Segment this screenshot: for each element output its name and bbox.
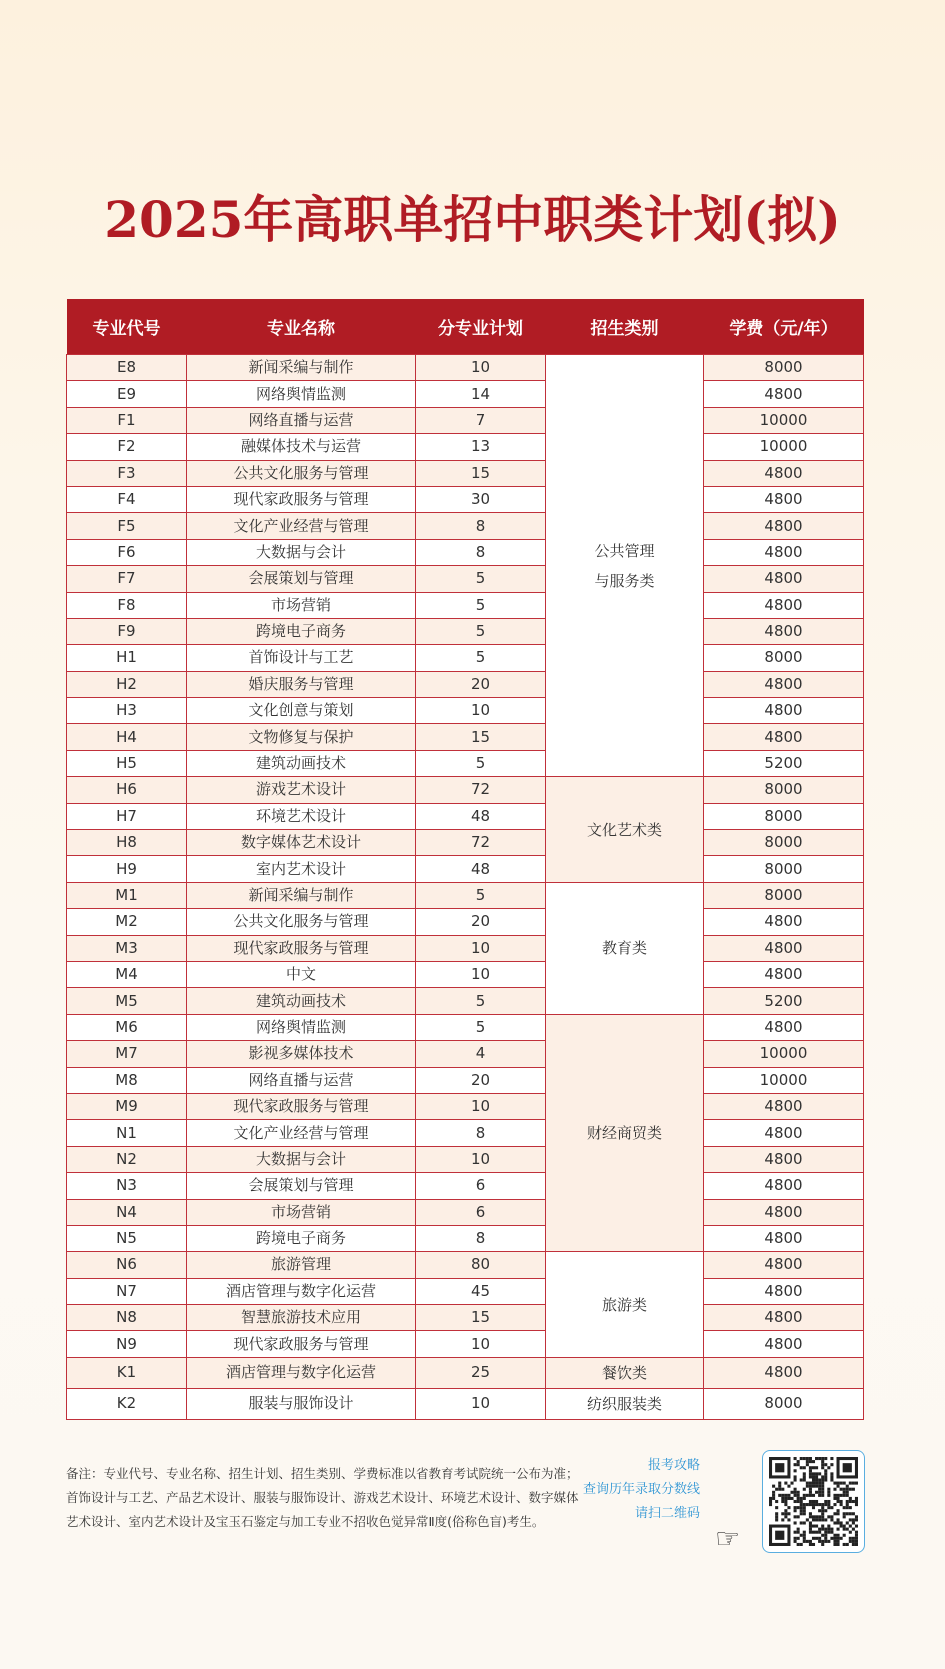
major-plan: 30 [416,486,546,512]
major-plan: 13 [416,434,546,460]
major-code: M2 [67,909,187,935]
major-name: 网络直播与运营 [187,407,416,433]
table-row [67,724,864,750]
major-plan: 5 [416,566,546,592]
major-code: N5 [67,1225,187,1251]
major-code: M5 [67,988,187,1014]
major-name: 建筑动画技术 [187,988,416,1014]
major-code: K1 [67,1357,187,1388]
tuition-fee: 4800 [704,1278,864,1304]
table-row [67,1357,864,1388]
pointing-hand-icon: ☞ [715,1522,741,1555]
tuition-fee: 4800 [704,1331,864,1357]
major-plan: 20 [416,671,546,697]
tuition-fee: 4800 [704,1146,864,1172]
page-title: 2025年高职单招中职类计划(拟) [104,190,841,249]
table-row [67,1067,864,1093]
major-plan: 10 [416,698,546,724]
major-code: M8 [67,1067,187,1093]
table-row [67,1014,864,1040]
major-code: F3 [67,460,187,486]
major-plan: 10 [416,355,546,381]
tuition-fee: 8000 [704,882,864,908]
table-row [67,1199,864,1225]
tuition-fee: 4800 [704,935,864,961]
major-plan: 8 [416,513,546,539]
major-plan: 25 [416,1357,546,1388]
major-code: F9 [67,618,187,644]
table-row [67,830,864,856]
enrollment-category: 公共管理 与服务类 [546,355,704,777]
tuition-fee: 4800 [704,1225,864,1251]
major-code: N4 [67,1199,187,1225]
major-name: 文化创意与策划 [187,698,416,724]
major-name: 影视多媒体技术 [187,1041,416,1067]
tuition-fee: 4800 [704,513,864,539]
major-code: N1 [67,1120,187,1146]
major-name: 新闻采编与制作 [187,355,416,381]
table-row [67,1041,864,1067]
major-code: F5 [67,513,187,539]
major-plan: 20 [416,1067,546,1093]
major-name: 网络直播与运营 [187,1067,416,1093]
table-row [67,566,864,592]
major-code: F4 [67,486,187,512]
table-row [67,1120,864,1146]
tuition-fee: 4800 [704,381,864,407]
scan-prompt [583,1454,700,1526]
tuition-fee: 8000 [704,856,864,882]
major-name: 公共文化服务与管理 [187,460,416,486]
major-plan: 8 [416,539,546,565]
header-fee: 学费（元/年） [704,299,864,355]
major-name: 数字媒体艺术设计 [187,830,416,856]
major-name: 酒店管理与数字化运营 [187,1278,416,1304]
tuition-fee: 4800 [704,566,864,592]
major-code: F2 [67,434,187,460]
major-code: F6 [67,539,187,565]
table-row [67,856,864,882]
major-code: K2 [67,1388,187,1419]
major-plan: 10 [416,961,546,987]
major-name: 市场营销 [187,1199,416,1225]
major-plan: 5 [416,988,546,1014]
major-code: M3 [67,935,187,961]
tuition-fee: 4800 [704,486,864,512]
major-name: 网络舆情监测 [187,1014,416,1040]
tuition-fee: 10000 [704,1067,864,1093]
qr-code[interactable] [762,1450,865,1553]
major-plan: 48 [416,803,546,829]
table-row [67,645,864,671]
table-row [67,777,864,803]
major-code: H2 [67,671,187,697]
tuition-fee: 4800 [704,909,864,935]
major-plan: 5 [416,618,546,644]
tuition-fee: 4800 [704,539,864,565]
header-plan: 分专业计划 [416,299,546,355]
tuition-fee: 4800 [704,592,864,618]
major-code: N2 [67,1146,187,1172]
table-row [67,618,864,644]
note-line: 备注：专业代号、专业名称、招生计划、招生类别、学费标准以省教育考试院统一公布为准； [66,1466,579,1481]
major-name: 婚庆服务与管理 [187,671,416,697]
major-plan: 72 [416,830,546,856]
table-row [67,486,864,512]
scan-line: 请扫二维码 [634,1506,700,1521]
table-row [67,381,864,407]
tuition-fee: 8000 [704,645,864,671]
table-row [67,909,864,935]
major-code: H5 [67,750,187,776]
major-plan: 5 [416,592,546,618]
tuition-fee: 4800 [704,724,864,750]
major-name: 融媒体技术与运营 [187,434,416,460]
major-plan: 10 [416,1388,546,1419]
major-code: H4 [67,724,187,750]
major-name: 现代家政服务与管理 [187,1331,416,1357]
major-code: E8 [67,355,187,381]
major-code: M6 [67,1014,187,1040]
major-name: 智慧旅游技术应用 [187,1305,416,1331]
major-plan: 6 [416,1173,546,1199]
major-code: H8 [67,830,187,856]
major-plan: 15 [416,1305,546,1331]
tuition-fee: 5200 [704,750,864,776]
major-plan: 10 [416,1146,546,1172]
major-name: 服装与服饰设计 [187,1388,416,1419]
major-name: 旅游管理 [187,1252,416,1278]
tuition-fee: 4800 [704,1120,864,1146]
tuition-fee: 8000 [704,803,864,829]
major-code: N8 [67,1305,187,1331]
major-code: M7 [67,1041,187,1067]
table-row [67,988,864,1014]
major-code: N7 [67,1278,187,1304]
tuition-fee: 5200 [704,988,864,1014]
major-plan: 10 [416,1331,546,1357]
table-row [67,355,864,381]
table-row [67,1305,864,1331]
major-name: 网络舆情监测 [187,381,416,407]
major-plan: 10 [416,1093,546,1119]
major-code: H3 [67,698,187,724]
major-plan: 7 [416,407,546,433]
tuition-fee: 4800 [704,1173,864,1199]
major-plan: 5 [416,750,546,776]
scan-line: 查询历年录取分数线 [582,1482,700,1497]
major-plan: 10 [416,935,546,961]
table-row [67,882,864,908]
table-row [67,434,864,460]
note-line: 艺术设计、室内艺术设计及宝玉石鉴定与加工专业不招收色觉异常Ⅱ度(俗称色盲)考生。 [66,1514,545,1529]
tuition-fee: 10000 [704,407,864,433]
table-header-row [67,299,864,355]
major-name: 现代家政服务与管理 [187,486,416,512]
tuition-fee: 10000 [704,434,864,460]
major-name: 文物修复与保护 [187,724,416,750]
major-code: N6 [67,1252,187,1278]
major-name: 大数据与会计 [187,539,416,565]
table-row [67,1388,864,1419]
major-code: F7 [67,566,187,592]
tuition-fee: 4800 [704,698,864,724]
major-code: F8 [67,592,187,618]
tuition-fee: 4800 [704,961,864,987]
major-code: M4 [67,961,187,987]
major-name: 新闻采编与制作 [187,882,416,908]
major-name: 文化产业经营与管理 [187,1120,416,1146]
table-row [67,961,864,987]
scan-line: 报考攻略 [647,1458,700,1473]
major-code: E9 [67,381,187,407]
major-plan: 20 [416,909,546,935]
major-plan: 15 [416,724,546,750]
major-name: 会展策划与管理 [187,1173,416,1199]
enrollment-category: 旅游类 [546,1252,704,1358]
major-code: M9 [67,1093,187,1119]
enrollment-category: 财经商贸类 [546,1014,704,1252]
tuition-fee: 10000 [704,1041,864,1067]
table-row [67,935,864,961]
major-plan: 6 [416,1199,546,1225]
table-row [67,407,864,433]
table-row [67,513,864,539]
major-code: F1 [67,407,187,433]
major-name: 大数据与会计 [187,1146,416,1172]
header-category: 招生类别 [546,299,704,355]
major-plan: 8 [416,1120,546,1146]
major-code: H1 [67,645,187,671]
major-plan: 5 [416,645,546,671]
major-plan: 5 [416,1014,546,1040]
major-name: 现代家政服务与管理 [187,1093,416,1119]
tuition-fee: 4800 [704,1014,864,1040]
major-name: 现代家政服务与管理 [187,935,416,961]
major-code: M1 [67,882,187,908]
major-name: 游戏艺术设计 [187,777,416,803]
major-code: N9 [67,1331,187,1357]
table-row [67,1331,864,1357]
major-plan: 72 [416,777,546,803]
table-row [67,803,864,829]
table-row [67,1093,864,1119]
enrollment-category: 教育类 [546,882,704,1014]
major-plan: 14 [416,381,546,407]
table-row [67,750,864,776]
tuition-fee: 4800 [704,1305,864,1331]
major-plan: 48 [416,856,546,882]
major-plan: 80 [416,1252,546,1278]
table-row [67,539,864,565]
tuition-fee: 8000 [704,830,864,856]
table-row [67,460,864,486]
table-row [67,698,864,724]
major-code: H6 [67,777,187,803]
major-name: 酒店管理与数字化运营 [187,1357,416,1388]
major-plan: 45 [416,1278,546,1304]
enrollment-category: 餐饮类 [546,1357,704,1388]
major-plan: 5 [416,882,546,908]
table-row [67,1225,864,1251]
tuition-fee: 4800 [704,1357,864,1388]
major-name: 市场营销 [187,592,416,618]
major-name: 首饰设计与工艺 [187,645,416,671]
major-name: 跨境电子商务 [187,618,416,644]
major-name: 中文 [187,961,416,987]
tuition-fee: 8000 [704,1388,864,1419]
table-row [67,592,864,618]
table-row [67,1173,864,1199]
table-row [67,1278,864,1304]
enrollment-category: 文化艺术类 [546,777,704,883]
major-code: N3 [67,1173,187,1199]
major-plan: 15 [416,460,546,486]
enrollment-category: 纺织服装类 [546,1388,704,1419]
tuition-fee: 8000 [704,777,864,803]
major-code: H9 [67,856,187,882]
major-name: 公共文化服务与管理 [187,909,416,935]
tuition-fee: 4800 [704,460,864,486]
table-row [67,1146,864,1172]
major-code: H7 [67,803,187,829]
tuition-fee: 4800 [704,1199,864,1225]
header-code: 专业代号 [67,299,187,355]
qr-code-icon [769,1457,858,1546]
tuition-fee: 8000 [704,355,864,381]
major-name: 室内艺术设计 [187,856,416,882]
major-name: 环境艺术设计 [187,803,416,829]
enrollment-plan-table [66,299,864,1420]
notes [66,1462,579,1534]
tuition-fee: 4800 [704,1252,864,1278]
major-name: 跨境电子商务 [187,1225,416,1251]
major-name: 文化产业经营与管理 [187,513,416,539]
major-name: 会展策划与管理 [187,566,416,592]
tuition-fee: 4800 [704,1093,864,1119]
header-name: 专业名称 [187,299,416,355]
major-plan: 4 [416,1041,546,1067]
note-line: 首饰设计与工艺、产品艺术设计、服装与服饰设计、游戏艺术设计、环境艺术设计、数字媒体 [66,1490,579,1505]
major-name: 建筑动画技术 [187,750,416,776]
tuition-fee: 4800 [704,671,864,697]
table-row [67,1252,864,1278]
tuition-fee: 4800 [704,618,864,644]
major-plan: 8 [416,1225,546,1251]
table-row [67,671,864,697]
